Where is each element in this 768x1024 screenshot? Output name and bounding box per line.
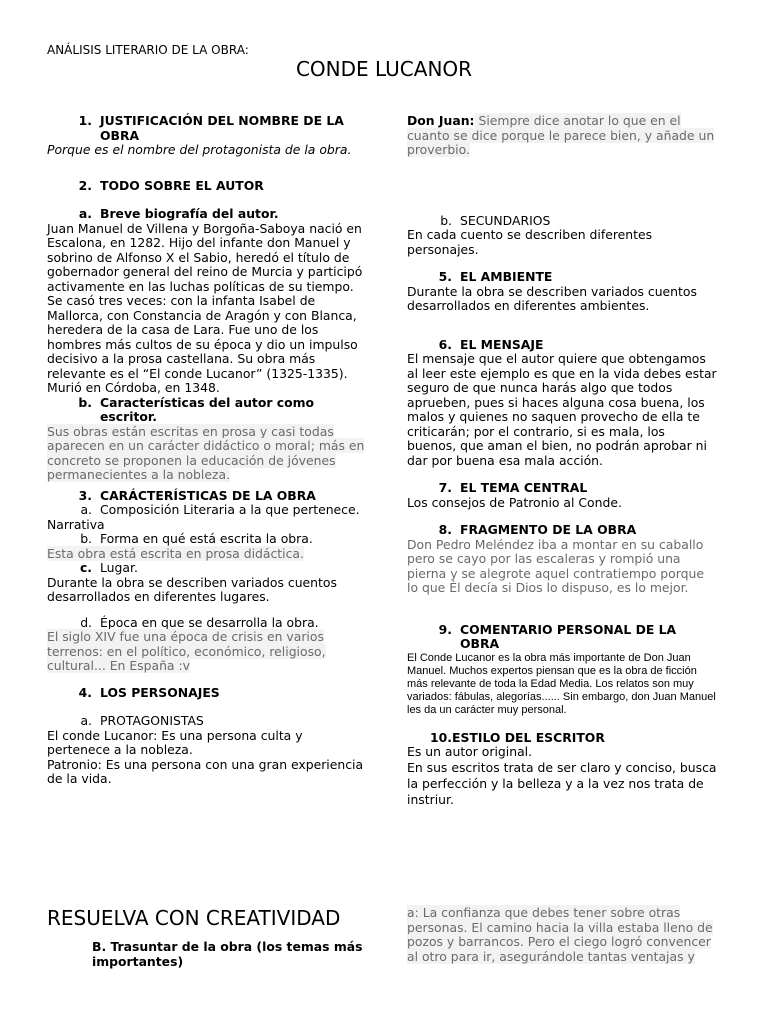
section-5-heading: 5. EL AMBIENTE (438, 269, 553, 284)
don-juan-paragraph (407, 114, 717, 158)
section-8-heading: 8. FRAGMENTO DE LA OBRA (438, 522, 637, 537)
section-3c-heading: c. Lugar. (79, 560, 138, 575)
creativity-answer-text: a: La confianza que debes tener sobre otras personas. El camino hacia la villa estaba lleno de pozos y barrancos. Pero el ciego logró convencer al otro para ir, asegurándole tantas ventajas y (407, 905, 713, 964)
section-3a-heading: a. Composición Literaria a la que pertenece. (80, 502, 360, 517)
don-juan-text: Siempre dice anotar lo que en el cuanto se dice porque le parece bien, y añade un proverbio. (407, 113, 715, 157)
personal-comment: El Conde Lucanor es la obra más importante de Don Juan Manuel. Muchos expertos piensan que es la obra de ficción más relevante de toda la Edad Media. Los relatos son muy variados: fábulas, alegorías...... Sin embargo, don Juan Manuel les da un carácter muy personal. (407, 651, 716, 716)
fragment-text: Don Pedro Meléndez iba a montar en su caballo pero se cayo por las escaleras y rompió una pierna y se alegrote aquel contratiempo porque lo que Él decía si Dios lo dispuso, es lo mejor. (407, 536, 704, 595)
doc-title: CONDE LUCANOR (295, 57, 473, 81)
section-9-heading: 9. COMENTARIO PERSONAL DE LA OBRA (438, 621, 677, 651)
protagonist-lucanor: El conde Lucanor: Es una persona culta y pertenece a la nobleza. (47, 727, 303, 757)
section-4b-heading: b. SECUNDARIOS (440, 212, 551, 228)
author-characteristics: Sus obras están escritas en prosa y casi todas aparecen en un carácter didáctico o moral; más en concreto se proponen la educación de jóvenes permanecientes a la nobleza. (47, 423, 365, 482)
style-text-1: Es un autor original. (407, 744, 533, 759)
author-biography: Juan Manuel de Villena y Borgoña-Saboya nació en Escalona, en 1282. Hijo del infante don Manuel y sobrino de Alfonso X el Sabio, heredó el título de gobernador general del reino de Murcia y participó activamente en las luchas políticas de su tiempo. Se casó tres veces: con la infanta Isabel de Mallorca, con Constancia de Aragón y con Blanca, heredera de la casa de Lara. Fue uno de los hombres más cultos de su época y dio un impulso decisivo a la prosa castellana. Su obra más relevante es el “El conde Lucanor” (1325-1335). Murió en Córdoba, en 1348. (47, 220, 363, 395)
creativity-answer (407, 906, 717, 964)
protagonist-patronio: Patronio: Es una persona con una gran experiencia de la vida. (47, 756, 364, 786)
section-6-heading: 6. EL MENSAJE (438, 336, 544, 352)
writing-form: Esta obra está escrita en prosa didáctica. (47, 545, 304, 561)
place-text: Durante la obra se describen variados cuentos desarrollados en diferentes lugares. (47, 574, 337, 604)
creativity-item (47, 939, 367, 969)
don-juan-label: Don Juan: (407, 113, 475, 128)
central-theme: Los consejos de Patronio al Conde. (407, 494, 622, 510)
section-3-heading: 3. CARÁCTERÍSTICAS DE LA OBRA (78, 487, 316, 503)
section-2a-heading: a. Breve biografía del autor. (78, 206, 279, 221)
creativity-item-text: B. Trasuntar de la obra (los temas más importantes) (92, 939, 363, 969)
setting-text: Durante la obra se describen variados cuentos desarrollados en diferentes ambientes. (407, 283, 697, 313)
section-2b-heading: b. Características del autor como escritor. (78, 394, 315, 424)
left-column (47, 114, 367, 787)
section-4-heading: 4. LOS PERSONAJES (78, 684, 220, 700)
section-3b-heading: b. Forma en qué está escrita la obra. (80, 531, 313, 546)
right-column (407, 114, 717, 808)
literary-composition: Narrativa (47, 516, 105, 532)
secondary-characters: En cada cuento se describen diferentes personajes. (407, 227, 653, 257)
section-7-heading: 7. EL TEMA CENTRAL (438, 480, 588, 495)
section-1-heading: 1. JUSTIFICACIÓN DEL NOMBRE DE LA OBRA (78, 113, 344, 143)
section-1-text: Porque es el nombre del protagonista de la obra. (47, 142, 352, 157)
creativity-heading: RESUELVA CON CREATIVIDAD (47, 906, 341, 930)
doc-kicker: ANÁLISIS LITERARIO DE LA OBRA: (47, 43, 249, 57)
section-3d-heading: d. Época en que se desarrolla la obra. (80, 614, 319, 630)
section-10-heading: 10. ESTILO DEL ESCRITOR (430, 729, 605, 745)
style-text-2: En sus escritos trata de ser claro y conciso, busca la perfección y la belleza y a la vez nos trata de instriur. (407, 759, 717, 807)
section-2-heading: 2. TODO SOBRE EL AUTOR (78, 177, 264, 193)
message-text: El mensaje que el autor quiere que obtengamos al leer este ejemplo es que en la vida debes estar seguro de que nunca harás algo que todos aprueben, pues si haces alguna cosa buena, los malos y quienes no saquen provecho de ella te criticarán; por el contrario, si es mala, los buenos, que aman el bien, no podrán aprobar ni dar por buena esa mala acción. (407, 351, 717, 468)
section-4a-heading: a. PROTAGONISTAS (80, 713, 204, 728)
epoch-text: El siglo XIV fue una época de crisis en varios terrenos: en el político, económico, religioso, cultural... En España :v (47, 629, 326, 673)
